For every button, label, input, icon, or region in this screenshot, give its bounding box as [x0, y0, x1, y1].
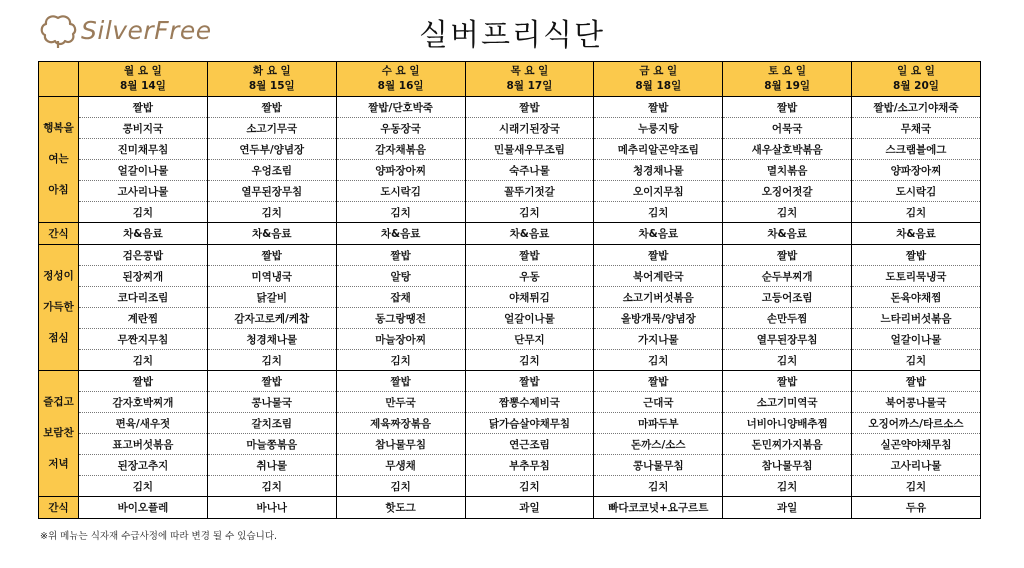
menu-item: 짤밥 — [594, 97, 723, 118]
breakfast-label — [39, 97, 79, 223]
menu-item: 된장고추지 — [79, 455, 208, 476]
menu-item: 코다리조림 — [79, 287, 208, 308]
menu-item: 갈치조림 — [207, 413, 336, 434]
header-row — [39, 62, 981, 97]
day-date: 8월 19일 — [764, 80, 811, 92]
menu-item: 청경채나물 — [594, 160, 723, 181]
dinner-label-line: 저녁 — [48, 458, 69, 470]
menu-item: 김치 — [594, 350, 723, 371]
menu-item: 민물새우무조림 — [465, 139, 594, 160]
lunch-label — [39, 245, 79, 371]
page-title: 실버프리식단 — [419, 18, 605, 53]
menu-item: 동그랑땡전 — [336, 308, 465, 329]
menu-item: 짤밥 — [336, 371, 465, 392]
menu-item: 손만두찜 — [723, 308, 852, 329]
snack-item: 차&음료 — [723, 223, 852, 245]
menu-item: 짤밥 — [465, 97, 594, 118]
menu-item: 김치 — [79, 202, 208, 223]
menu-item: 김치 — [465, 476, 594, 497]
menu-item: 김치 — [79, 476, 208, 497]
menu-item: 잡채 — [336, 287, 465, 308]
menu-item: 짤밥 — [207, 371, 336, 392]
menu-item: 만두국 — [336, 392, 465, 413]
menu-item: 우동장국 — [336, 118, 465, 139]
day-header — [465, 62, 594, 97]
menu-item: 김치 — [336, 476, 465, 497]
menu-item: 무채국 — [852, 118, 981, 139]
menu-item: 김치 — [207, 202, 336, 223]
menu-item: 새우살호박볶음 — [723, 139, 852, 160]
corner-cell — [39, 62, 79, 97]
menu-item: 감자호박찌개 — [79, 392, 208, 413]
snack-item: 빠다코코넛+요구르트 — [594, 497, 723, 519]
breakfast-row — [39, 202, 981, 223]
menu-item: 얼갈이나물 — [852, 329, 981, 350]
menu-item: 편육/새우젓 — [79, 413, 208, 434]
day-date: 8월 17일 — [506, 80, 553, 92]
dinner-row — [39, 371, 981, 392]
menu-item: 열무된장무침 — [207, 181, 336, 202]
menu-item: 김치 — [336, 202, 465, 223]
menu-item: 김치 — [852, 350, 981, 371]
menu-item: 짤밥/단호박죽 — [336, 97, 465, 118]
lunch-row — [39, 245, 981, 266]
menu-item: 도시락김 — [336, 181, 465, 202]
menu-item: 짤밥 — [207, 245, 336, 266]
menu-item: 숙주나물 — [465, 160, 594, 181]
menu-item: 짤밥 — [594, 245, 723, 266]
menu-item: 짤밥 — [594, 371, 723, 392]
breakfast-label-line: 행복을 — [43, 122, 74, 134]
menu-item: 진미채무침 — [79, 139, 208, 160]
snack-item: 차&음료 — [336, 223, 465, 245]
menu-item: 올방개묵/양념장 — [594, 308, 723, 329]
menu-item: 근대국 — [594, 392, 723, 413]
breakfast-label-line: 아침 — [48, 184, 69, 196]
day-date: 8월 20일 — [893, 80, 939, 92]
menu-item: 검은콩밥 — [79, 245, 208, 266]
day-header — [852, 62, 981, 97]
menu-item: 짤밥 — [207, 97, 336, 118]
menu-item: 김치 — [207, 350, 336, 371]
menu-item: 어묵국 — [723, 118, 852, 139]
menu-item: 오징어까스/타르소스 — [852, 413, 981, 434]
menu-item: 얼갈이나물 — [465, 308, 594, 329]
menu-item: 소고기무국 — [207, 118, 336, 139]
dinner-row — [39, 392, 981, 413]
menu-item: 북어콩나물국 — [852, 392, 981, 413]
menu-item: 고등어조림 — [723, 287, 852, 308]
menu-item: 김치 — [594, 202, 723, 223]
snack-item: 과일 — [465, 497, 594, 519]
snack-item: 바나나 — [207, 497, 336, 519]
menu-item: 멸치볶음 — [723, 160, 852, 181]
menu-item: 고사리나물 — [79, 181, 208, 202]
menu-item: 짤밥 — [79, 97, 208, 118]
day-header — [207, 62, 336, 97]
snack-label: 간식 — [39, 223, 79, 245]
day-name: 화 요 일 — [252, 65, 291, 77]
menu-item: 짬뽕수제비국 — [465, 392, 594, 413]
day-name: 토 요 일 — [768, 65, 807, 77]
menu-item: 너비아니양배추찜 — [723, 413, 852, 434]
menu-item: 양파장아찌 — [336, 160, 465, 181]
lunch-row — [39, 308, 981, 329]
snack2-row — [39, 497, 981, 519]
dinner-label-line: 즐겁고 — [43, 396, 74, 408]
day-date: 8월 14일 — [119, 80, 166, 92]
menu-item: 콩나물국 — [207, 392, 336, 413]
day-header — [594, 62, 723, 97]
menu-item: 감자채볶음 — [336, 139, 465, 160]
menu-item: 미역냉국 — [207, 266, 336, 287]
menu-item: 계란찜 — [79, 308, 208, 329]
breakfast-label-line: 여는 — [48, 153, 69, 165]
day-name: 금 요 일 — [639, 65, 678, 77]
menu-item: 도토리묵냉국 — [852, 266, 981, 287]
menu-item: 콩비지국 — [79, 118, 208, 139]
menu-item: 김치 — [852, 202, 981, 223]
menu-item: 짤밥 — [723, 371, 852, 392]
lunch-row — [39, 329, 981, 350]
dinner-label-line: 보람찬 — [43, 427, 74, 439]
menu-item: 짤밥 — [465, 245, 594, 266]
menu-item: 청경채나물 — [207, 329, 336, 350]
menu-item: 우동 — [465, 266, 594, 287]
menu-item: 양파장아찌 — [852, 160, 981, 181]
menu-item: 시래기된장국 — [465, 118, 594, 139]
footnote: ※위 메뉴는 식자재 수급사정에 따라 변경 될 수 있습니다. — [40, 531, 278, 542]
menu-item: 짤밥 — [723, 245, 852, 266]
day-name: 월 요 일 — [124, 65, 162, 77]
menu-item: 얼갈이나물 — [79, 160, 208, 181]
lunch-label-line: 점심 — [48, 332, 69, 344]
menu-item: 돈까스/소스 — [594, 434, 723, 455]
menu-item: 알탕 — [336, 266, 465, 287]
menu-item: 김치 — [336, 350, 465, 371]
snack-item: 바이오플레 — [79, 497, 208, 519]
menu-item: 무짠지무침 — [79, 329, 208, 350]
menu-item: 연두부/양념장 — [207, 139, 336, 160]
menu-item: 짤밥 — [852, 245, 981, 266]
menu-item: 짤밥/소고기야채죽 — [852, 97, 981, 118]
logo-text: SilverFree — [81, 15, 212, 45]
day-header — [723, 62, 852, 97]
menu-item: 짤밥 — [336, 245, 465, 266]
menu-item: 닭가슴살야채무침 — [465, 413, 594, 434]
lunch-row — [39, 287, 981, 308]
menu-item: 스크램블에그 — [852, 139, 981, 160]
snack-item: 차&음료 — [852, 223, 981, 245]
lunch-row — [39, 350, 981, 371]
menu-item: 김치 — [723, 476, 852, 497]
menu-item: 오이지무침 — [594, 181, 723, 202]
day-date: 8월 16일 — [377, 80, 424, 92]
menu-item: 연근조림 — [465, 434, 594, 455]
lunch-label-line: 가득한 — [43, 301, 74, 313]
menu-item: 우엉조림 — [207, 160, 336, 181]
day-name: 일 요 일 — [897, 65, 935, 77]
menu-table — [38, 61, 981, 519]
snack-item: 핫도그 — [336, 497, 465, 519]
menu-item: 가지나물 — [594, 329, 723, 350]
menu-item: 마늘장아찌 — [336, 329, 465, 350]
breakfast-row — [39, 181, 981, 202]
menu-item: 소고기버섯볶음 — [594, 287, 723, 308]
snack-item: 차&음료 — [79, 223, 208, 245]
menu-item: 짤밥 — [852, 371, 981, 392]
day-name: 수 요 일 — [381, 65, 420, 77]
menu-item: 표고버섯볶음 — [79, 434, 208, 455]
menu-item: 참나물무침 — [336, 434, 465, 455]
menu-item: 김치 — [465, 202, 594, 223]
dinner-row — [39, 476, 981, 497]
menu-item: 메추리알곤약조림 — [594, 139, 723, 160]
menu-item: 콩나물무침 — [594, 455, 723, 476]
menu-item: 오징어젓갈 — [723, 181, 852, 202]
menu-item: 순두부찌개 — [723, 266, 852, 287]
menu-item: 무생채 — [336, 455, 465, 476]
menu-item: 단무지 — [465, 329, 594, 350]
day-date: 8월 18일 — [635, 80, 682, 92]
menu-item: 김치 — [723, 350, 852, 371]
breakfast-row — [39, 118, 981, 139]
lunch-row — [39, 266, 981, 287]
menu-item: 마늘쫑볶음 — [207, 434, 336, 455]
menu-item: 누룽지탕 — [594, 118, 723, 139]
menu-item: 김치 — [594, 476, 723, 497]
dinner-row — [39, 455, 981, 476]
dinner-row — [39, 413, 981, 434]
snack-item: 차&음료 — [207, 223, 336, 245]
snack-label: 간식 — [39, 497, 79, 519]
menu-item: 닭갈비 — [207, 287, 336, 308]
day-date: 8월 15일 — [248, 80, 295, 92]
snack-item: 차&음료 — [465, 223, 594, 245]
menu-item: 야채튀김 — [465, 287, 594, 308]
menu-item: 북어계란국 — [594, 266, 723, 287]
breakfast-row — [39, 139, 981, 160]
menu-item: 고사리나물 — [852, 455, 981, 476]
menu-item: 김치 — [465, 350, 594, 371]
snack-item: 두유 — [852, 497, 981, 519]
menu-item: 된장찌개 — [79, 266, 208, 287]
day-header — [79, 62, 208, 97]
snack-item: 차&음료 — [594, 223, 723, 245]
dinner-row — [39, 434, 981, 455]
menu-item: 부추무침 — [465, 455, 594, 476]
menu-item: 감자고로케/케찹 — [207, 308, 336, 329]
menu-item: 느타리버섯볶음 — [852, 308, 981, 329]
menu-item: 제육짜장볶음 — [336, 413, 465, 434]
menu-item: 열무된장무침 — [723, 329, 852, 350]
menu-item: 짤밥 — [79, 371, 208, 392]
menu-item: 돈민찌가지볶음 — [723, 434, 852, 455]
menu-item: 실곤약야채무침 — [852, 434, 981, 455]
menu-item: 도시락김 — [852, 181, 981, 202]
breakfast-row — [39, 97, 981, 118]
breakfast-row — [39, 160, 981, 181]
menu-item: 짤밥 — [465, 371, 594, 392]
snack-item: 과일 — [723, 497, 852, 519]
menu-item: 꼴뚜기젓갈 — [465, 181, 594, 202]
menu-item: 김치 — [79, 350, 208, 371]
day-header — [336, 62, 465, 97]
lunch-label-line: 정성이 — [43, 270, 74, 282]
menu-item: 마파두부 — [594, 413, 723, 434]
menu-item: 김치 — [852, 476, 981, 497]
menu-item: 소고기미역국 — [723, 392, 852, 413]
menu-item: 김치 — [207, 476, 336, 497]
dinner-label — [39, 371, 79, 497]
day-name: 목 요 일 — [510, 65, 549, 77]
snack1-row — [39, 223, 981, 245]
menu-item: 참나물무침 — [723, 455, 852, 476]
menu-item: 짤밥 — [723, 97, 852, 118]
menu-item: 취나물 — [207, 455, 336, 476]
menu-item: 돈육야채찜 — [852, 287, 981, 308]
menu-item: 김치 — [723, 202, 852, 223]
